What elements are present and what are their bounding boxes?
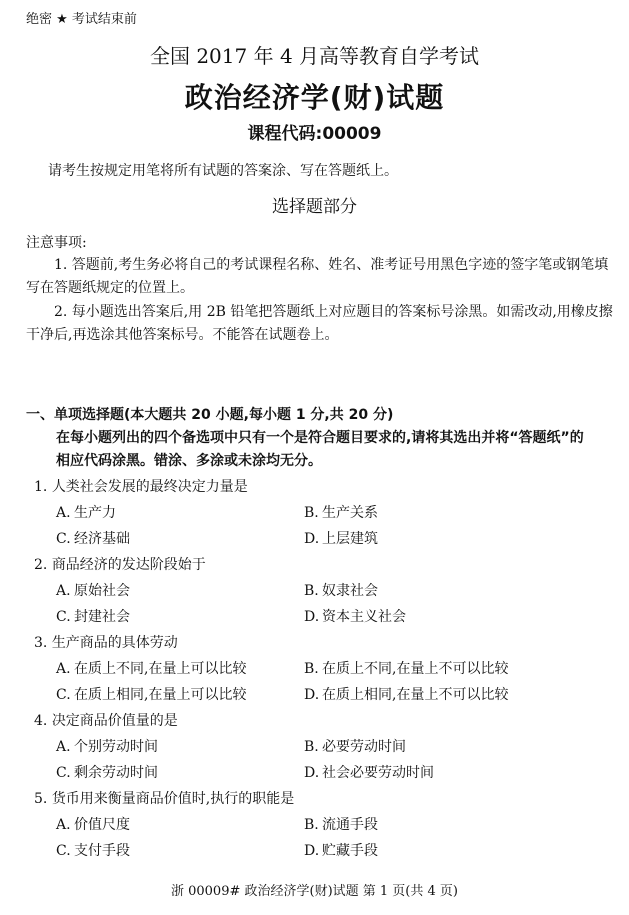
option-b [304,812,378,838]
option-letter: A. [56,817,71,833]
option-text: 剩余劳动时间 [74,765,158,781]
question-text: 生产商品的具体劳动 [51,635,178,651]
course-code: 课程代码:00009 [247,124,382,144]
question-text: 人类社会发展的最终决定力量是 [51,479,248,495]
option-row [0,656,629,682]
section-part-heading: 选择题部分 [272,197,357,217]
option-a [56,656,246,682]
option-text: 生产关系 [322,505,378,521]
option-letter: A. [56,583,71,599]
option-b [304,500,378,526]
option-text: 资本主义社会 [322,609,406,625]
option-letter: B. [304,661,319,677]
option-text: 奴隶社会 [322,583,378,599]
intro-instruction: 请考生按规定用笔将所有试题的答案涂、写在答题纸上。 [48,163,398,179]
option-a [56,734,158,760]
option-letter: A. [56,739,71,755]
option-d [304,760,434,786]
notice-item-1: 1. 答题前,考生务必将自己的考试课程名称、姓名、准考证号用黑色字迹的签字笔或钢笔填写在答题纸规定的位置上。 [26,257,609,296]
question-text: 商品经济的发达阶段始于 [51,557,206,573]
option-row [0,526,629,552]
option-d [304,526,378,552]
option-letter: C. [56,687,71,703]
option-row [0,604,629,630]
option-c [56,526,130,552]
option-c [56,838,130,864]
option-letter: C. [56,765,71,781]
option-letter: A. [56,505,71,521]
option-text: 贮藏手段 [322,843,378,859]
option-text: 生产力 [74,505,116,521]
option-text: 在质上不同,在量上不可以比较 [322,661,509,677]
option-letter: D. [304,765,320,781]
option-letter: C. [56,843,71,859]
secret-label: 绝密 ★ 考试结束前 [26,12,137,27]
option-letter: C. [56,531,71,547]
question-text: 货币用来衡量商品价值时,执行的职能是 [51,791,295,807]
question-number: 5. [34,791,48,807]
option-letter: D. [304,843,320,859]
notice-title: 注意事项: [26,235,87,251]
option-letter: D. [304,687,320,703]
option-text: 流通手段 [322,817,378,833]
option-a [56,500,116,526]
option-letter: B. [304,817,319,833]
option-row [0,812,629,838]
option-row [0,760,629,786]
question-number: 4. [34,713,48,729]
notice-item-2: 2. 每小题选出答案后,用 2B 铅笔把答题纸上对应题目的答案标号涂黑。如需改动,用橡皮擦干净后,再选涂其他答案标号。不能答在试题卷上。 [26,304,613,343]
subject-title: 政治经济学(财)试题 [184,81,445,114]
option-text: 在质上相同,在量上不可以比较 [322,687,509,703]
option-b [304,656,508,682]
option-d [304,682,508,708]
option-text: 上层建筑 [322,531,378,547]
option-text: 在质上相同,在量上可以比较 [74,687,247,703]
option-letter: B. [304,583,319,599]
option-row [0,578,629,604]
question-number: 3. [34,635,48,651]
option-d [304,604,406,630]
question-stem [0,552,629,578]
option-letter: B. [304,739,319,755]
option-d [304,838,378,864]
question-stem [0,474,629,500]
question-stem [0,630,629,656]
option-text: 原始社会 [74,583,130,599]
question-stem [0,786,629,812]
question-list [0,474,629,864]
option-text: 在质上不同,在量上可以比较 [74,661,247,677]
option-a [56,812,130,838]
question-number: 1. [34,479,48,495]
option-b [304,578,378,604]
option-row [0,500,629,526]
section-heading: 一、单项选择题(本大题共 20 小题,每小题 1 分,共 20 分) [26,407,394,423]
option-c [56,604,130,630]
option-row [0,838,629,864]
option-text: 必要劳动时间 [322,739,406,755]
option-text: 价值尺度 [74,817,130,833]
option-row [0,682,629,708]
option-letter: C. [56,609,71,625]
option-text: 社会必要劳动时间 [322,765,434,781]
option-c [56,682,246,708]
question-number: 2. [34,557,48,573]
option-b [304,734,406,760]
option-letter: B. [304,505,319,521]
option-letter: D. [304,609,320,625]
option-text: 封建社会 [74,609,130,625]
option-c [56,760,158,786]
option-text: 经济基础 [74,531,130,547]
option-text: 个别劳动时间 [74,739,158,755]
option-text: 支付手段 [74,843,130,859]
section-instruction: 在每小题列出的四个备选项中只有一个是符合题目要求的,请将其选出并将“答题纸”的相应代码涂黑。错涂、多涂或未涂均无分。 [56,430,584,469]
page-footer: 浙 00009# 政治经济学(财)试题 第 1 页(共 4 页) [170,884,458,899]
question-text: 决定商品价值量的是 [51,713,178,729]
option-letter: A. [56,661,71,677]
option-row [0,734,629,760]
option-a [56,578,130,604]
option-letter: D. [304,531,320,547]
exam-title: 全国 2017 年 4 月高等教育自学考试 [149,44,480,68]
question-stem [0,708,629,734]
